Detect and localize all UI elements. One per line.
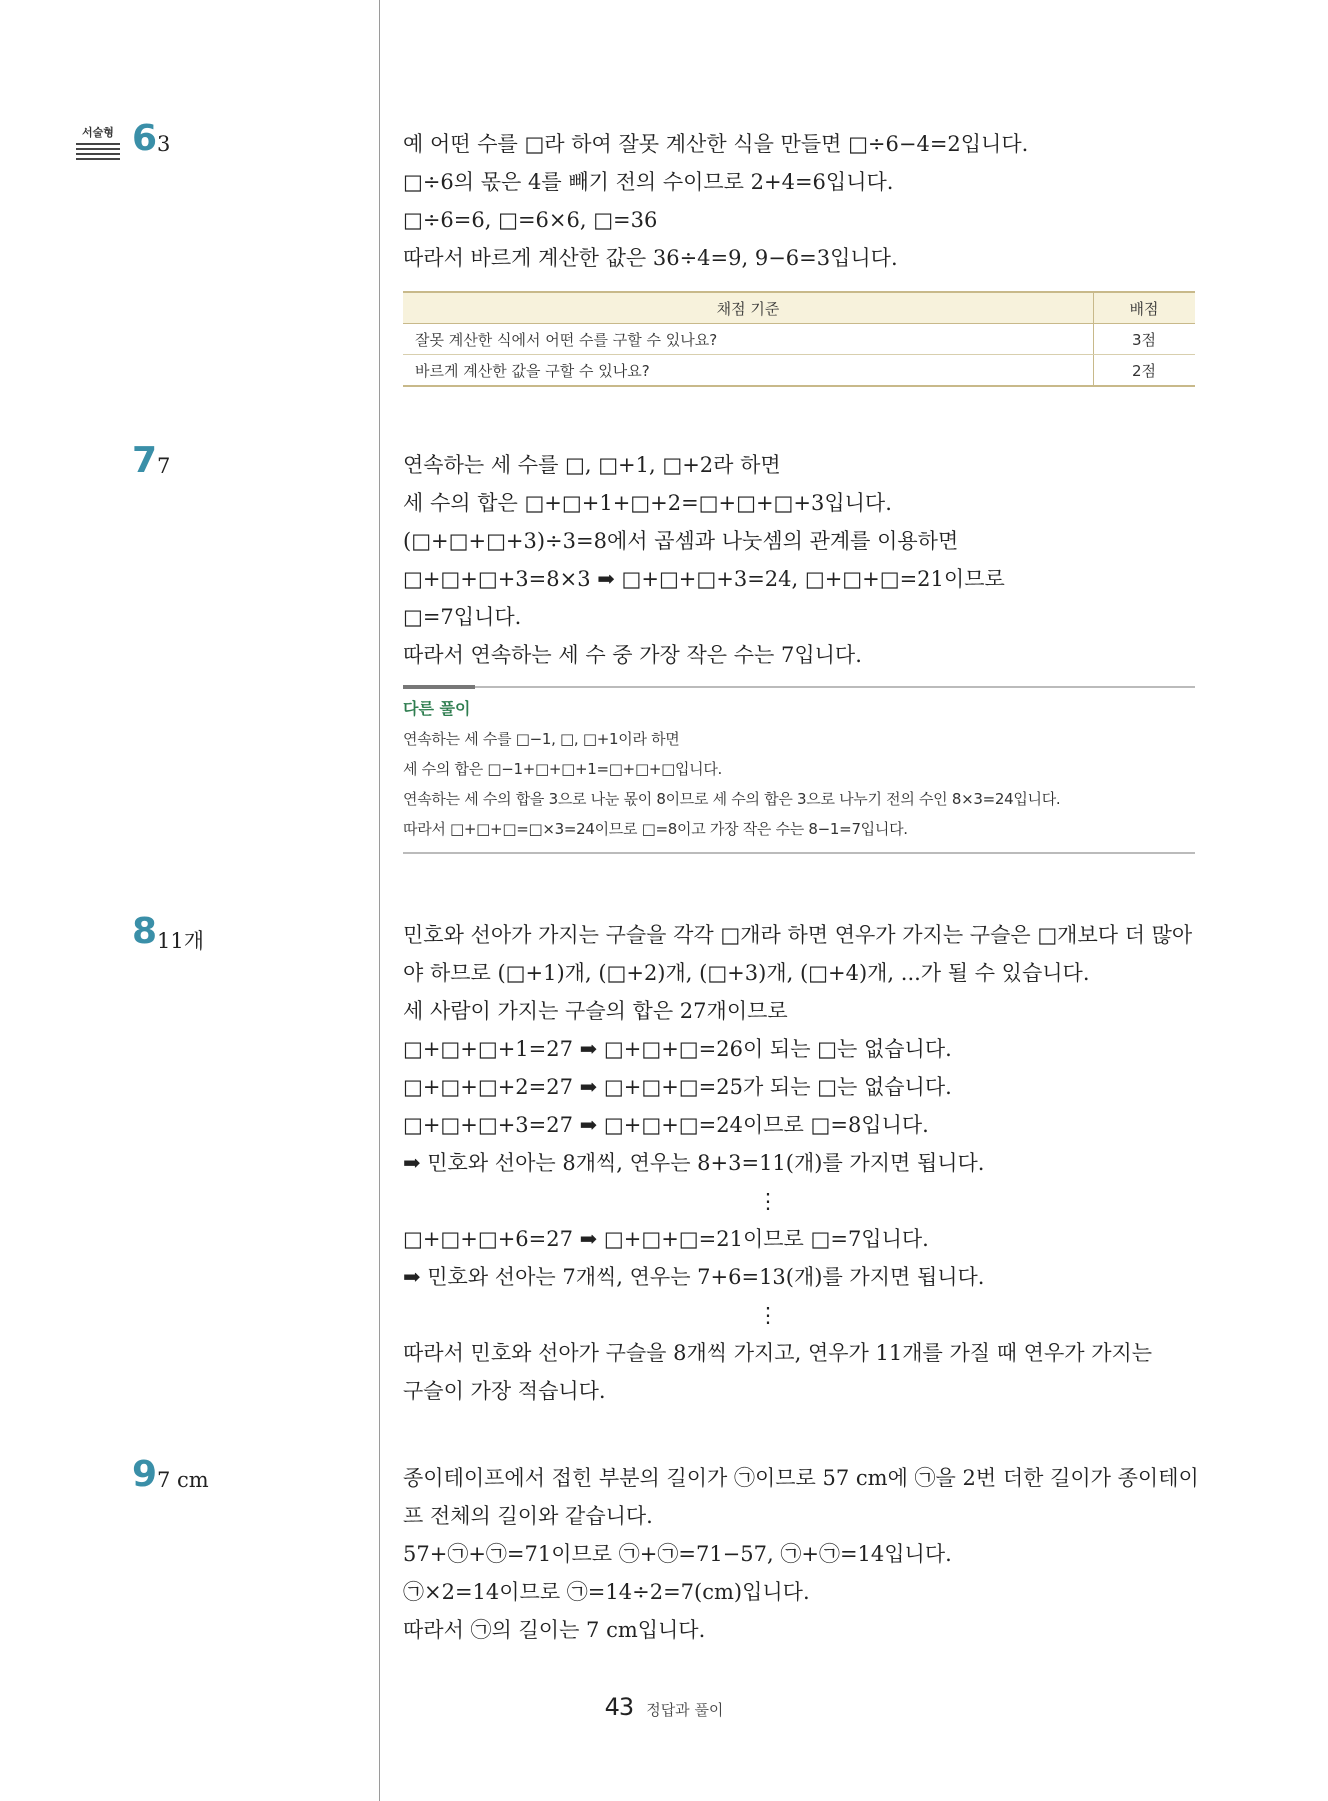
solution-line: □+□+□+2=27 ➡ □+□+□=25가 되는 □는 없습니다. bbox=[403, 1075, 952, 1099]
solution-line: □+□+□+3=27 ➡ □+□+□=24이므로 □=8입니다. bbox=[403, 1113, 929, 1137]
vertical-ellipsis: ⋮ bbox=[757, 1189, 779, 1213]
solution-line: ㉠×2=14이므로 ㉠=14÷2=7(cm)입니다. bbox=[403, 1580, 810, 1604]
badge-label: 서술형 bbox=[82, 126, 114, 139]
solution-line: 따라서 연속하는 세 수 중 가장 작은 수는 7입니다. bbox=[403, 643, 862, 667]
grading-points: 2점 bbox=[1094, 355, 1196, 387]
grading-points: 3점 bbox=[1094, 324, 1196, 355]
problem-answer: 3 bbox=[157, 132, 171, 156]
solution-body bbox=[403, 1459, 1203, 1649]
solution-line: (□+□+□+3)÷3=8에서 곱셈과 나눗셈의 관계를 이용하면 bbox=[403, 529, 959, 553]
alternative-solution-box bbox=[403, 686, 1195, 854]
grading-header-criteria: 채점 기준 bbox=[403, 292, 1094, 324]
solution-line: □÷6=6, □=6×6, □=36 bbox=[403, 208, 658, 232]
solution-line: □+□+□+1=27 ➡ □+□+□=26이 되는 □는 없습니다. bbox=[403, 1037, 952, 1061]
problem-answer: 7 cm bbox=[157, 1468, 209, 1492]
problem-number: 6 bbox=[132, 118, 157, 159]
solution-line: 따라서 민호와 선아가 구슬을 8개씩 가지고, 연우가 11개를 가질 때 연우가 가지는 bbox=[403, 1341, 1153, 1365]
grading-criteria: 잘못 계산한 식에서 어떤 수를 구할 수 있나요? bbox=[403, 324, 1094, 355]
solution-line: □+□+□+6=27 ➡ □+□+□=21이므로 □=7입니다. bbox=[403, 1227, 929, 1251]
solution-line: □=7입니다. bbox=[403, 605, 522, 629]
table-row bbox=[403, 324, 1195, 355]
solution-line: 연속하는 세 수를 □, □+1, □+2라 하면 bbox=[403, 453, 781, 477]
solution-line: 종이테이프에서 접힌 부분의 길이가 ㉠이므로 57 cm에 ㉠을 2번 더한 길이가 종이테이 bbox=[403, 1466, 1199, 1490]
solution-line: 세 사람이 가지는 구슬의 합은 27개이므로 bbox=[403, 999, 788, 1023]
solution-line: 구슬이 가장 적습니다. bbox=[403, 1379, 606, 1403]
solution-line: ➡ 민호와 선아는 8개씩, 연우는 8+3=11(개)를 가지면 됩니다. bbox=[403, 1151, 985, 1175]
vertical-ellipsis: ⋮ bbox=[757, 1303, 779, 1327]
solution-line: 세 수의 합은 □+□+1+□+2=□+□+□+3입니다. bbox=[403, 491, 892, 515]
solution-line: ➡ 민호와 선아는 7개씩, 연우는 7+6=13(개)를 가지면 됩니다. bbox=[403, 1265, 985, 1289]
solution-body bbox=[403, 125, 1203, 277]
grading-criteria: 바르게 계산한 값을 구할 수 있나요? bbox=[403, 355, 1094, 387]
page-number: 43 bbox=[604, 1693, 634, 1721]
alt-title: 다른 풀이 bbox=[403, 699, 471, 718]
alt-line: 연속하는 세 수의 합을 3으로 나눈 몫이 8이므로 세 수의 합은 3으로 나누기 전의 수인 8×3=24입니다. bbox=[403, 790, 1061, 808]
solution-line: 따라서 바르게 계산한 값은 36÷4=9, 9−6=3입니다. bbox=[403, 246, 898, 270]
solution-line: 프 전체의 길이와 같습니다. bbox=[403, 1504, 653, 1528]
problem-number: 7 bbox=[132, 440, 157, 481]
table-row bbox=[403, 355, 1195, 387]
descriptive-badge bbox=[76, 124, 120, 160]
problem-answer: 7 bbox=[157, 454, 171, 478]
solution-line: 민호와 선아가 가지는 구슬을 각각 □개라 하면 연우가 가지는 구슬은 □개보다 더 많아 bbox=[403, 923, 1193, 947]
solution-line: 57+㉠+㉠=71이므로 ㉠+㉠=71−57, ㉠+㉠=14입니다. bbox=[403, 1542, 952, 1566]
alt-line: 세 수의 합은 □−1+□+□+1=□+□+□입니다. bbox=[403, 760, 722, 778]
alt-accent-bar bbox=[403, 685, 475, 689]
grading-table bbox=[403, 291, 1195, 387]
problem-number: 8 bbox=[132, 911, 157, 952]
solution-line: 따라서 ㉠의 길이는 7 cm입니다. bbox=[403, 1618, 706, 1642]
footer-text: 정답과 풀이 bbox=[646, 1701, 724, 1719]
badge-lines-icon bbox=[76, 143, 120, 160]
solution-line: □÷6의 몫은 4를 빼기 전의 수이므로 2+4=6입니다. bbox=[403, 170, 894, 194]
page-footer bbox=[0, 1693, 1328, 1721]
solution-line: 야 하므로 (□+1)개, (□+2)개, (□+3)개, (□+4)개, ...가 될 수 있습니다. bbox=[403, 961, 1090, 985]
solution-line: 예 어떤 수를 □라 하여 잘못 계산한 식을 만들면 □÷6−4=2입니다. bbox=[403, 132, 1029, 156]
solution-body bbox=[403, 446, 1203, 674]
alt-line: 따라서 □+□+□=□×3=24이므로 □=8이고 가장 작은 수는 8−1=7입니다. bbox=[403, 820, 908, 838]
column-divider bbox=[379, 0, 380, 1801]
problem-number: 9 bbox=[132, 1454, 157, 1495]
problem-answer: 11개 bbox=[157, 929, 205, 953]
solution-body bbox=[403, 916, 1203, 1410]
grading-header-points: 배점 bbox=[1094, 292, 1196, 324]
alt-line: 연속하는 세 수를 □−1, □, □+1이라 하면 bbox=[403, 730, 680, 748]
solution-line: □+□+□+3=8×3 ➡ □+□+□+3=24, □+□+□=21이므로 bbox=[403, 567, 1005, 591]
